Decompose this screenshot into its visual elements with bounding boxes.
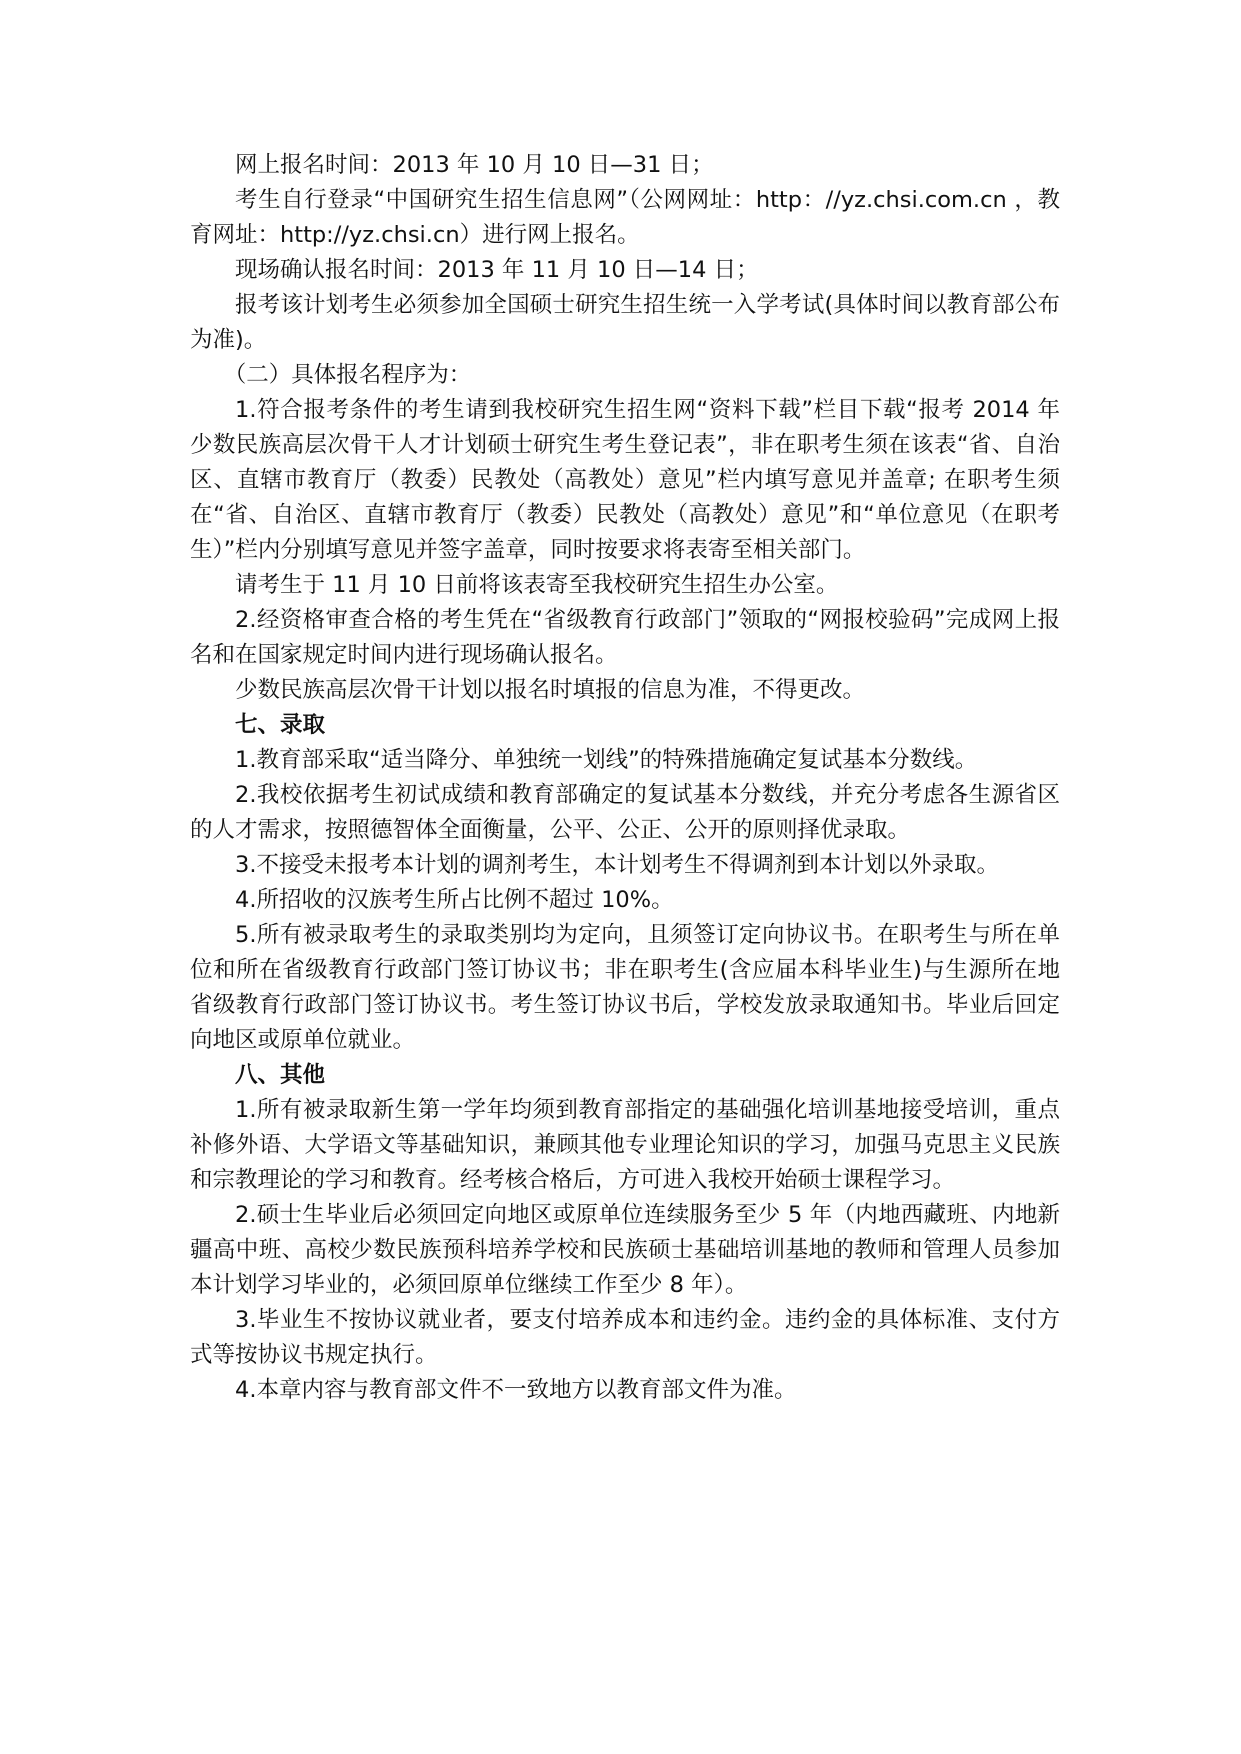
online-registration-time: 网上报名时间：2013 年 10 月 10 日—31 日； — [235, 152, 714, 178]
procedure-item-1: 1.符合报考条件的考生请到我校研究生招生网“资料下载”栏目下载“报考 2014 年少数民族高层次骨干人才计划硕士研究生考生登记表”，非在职考生须在该表“省、自治区、直辖市教育厅（教委）民教处（高教处）意见”栏内填写意见并盖章; 在职考生须在“省、自治区、直辖市教育厅（教委）民教处（高教处）意见”和“单位意见（在职考生）”栏内分别填写意见并签字盖章，同时按要求将表寄至相关部门。 — [190, 397, 1060, 563]
other-item-1: 1.所有被录取新生第一学年均须到教育部指定的基础强化培训基地接受培训，重点补修外语、大学语文等基础知识，兼顾其他专业理论知识的学习，加强马克思主义民族和宗教理论的学习和教育。经考核合格后，方可进入我校开始硕士课程学习。 — [190, 1097, 1060, 1193]
admission-item-1: 1.教育部采取“适当降分、单独统一划线”的特殊措施确定复试基本分数线。 — [235, 747, 978, 773]
registration-website-paragraph: 考生自行登录“中国研究生招生信息网”（公网网址：http：//yz.chsi.com.cn ，教育网址：http://yz.chsi.cn）进行网上报名。 — [190, 187, 1060, 248]
mailing-deadline-paragraph: 请考生于 11 月 10 日前将该表寄至我校研究生招生办公室。 — [235, 572, 839, 598]
registration-procedure-subheading: （二）具体报名程序为： — [223, 362, 472, 388]
document-body — [190, 148, 1060, 1408]
onsite-confirmation-time: 现场确认报名时间：2013 年 11 月 10 日—14 日； — [235, 257, 759, 283]
exam-requirement-paragraph: 报考该计划考生必须参加全国硕士研究生招生统一入学考试(具体时间以教育部公布为准)。 — [190, 292, 1060, 353]
admission-item-4: 4.所招收的汉族考生所占比例不超过 10%。 — [235, 887, 674, 913]
section-heading-admission: 七、录取 — [235, 712, 326, 738]
other-item-2: 2.硕士生毕业后必须回定向地区或原单位连续服务至少 5 年（内地西藏班、内地新疆高中班、高校少数民族预科培养学校和民族硕士基础培训基地的教师和管理人员参加本计划学习毕业的，必须回原单位继续工作至少 8 年）。 — [190, 1202, 1060, 1298]
section-heading-other: 八、其他 — [235, 1062, 326, 1088]
admission-item-3: 3.不接受未报考本计划的调剂考生，本计划考生不得调剂到本计划以外录取。 — [235, 852, 999, 878]
no-change-notice: 少数民族高层次骨干计划以报名时填报的信息为准，不得更改。 — [235, 677, 866, 703]
admission-item-5: 5.所有被录取考生的录取类别均为定向，且须签订定向协议书。在职考生与所在单位和所在省级教育行政部门签订协议书；非在职考生(含应届本科毕业生)与生源所在地省级教育行政部门签订协议书。考生签订协议书后，学校发放录取通知书。毕业后回定向地区或原单位就业。 — [190, 922, 1060, 1053]
procedure-item-2: 2.经资格审查合格的考生凭在“省级教育行政部门”领取的“网报校验码”完成网上报名和在国家规定时间内进行现场确认报名。 — [190, 607, 1060, 668]
admission-item-2: 2.我校依据考生初试成绩和教育部确定的复试基本分数线，并充分考虑各生源省区的人才需求，按照德智体全面衡量，公平、公正、公开的原则择优录取。 — [190, 782, 1060, 843]
other-item-4: 4.本章内容与教育部文件不一致地方以教育部文件为准。 — [235, 1377, 797, 1403]
other-item-3: 3.毕业生不按协议就业者，要支付培养成本和违约金。违约金的具体标准、支付方式等按协议书规定执行。 — [190, 1307, 1060, 1368]
